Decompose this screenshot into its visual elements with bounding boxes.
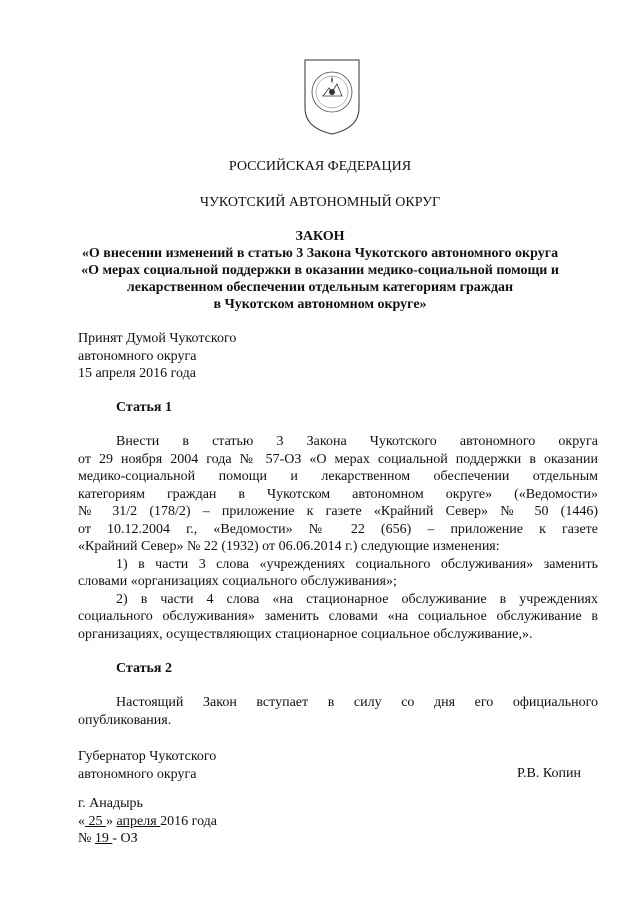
- article-1-item-2-line: организациях, осуществляющих стационарное социальное обслуживание,».: [78, 626, 533, 642]
- adoption-info: [78, 330, 598, 383]
- number-prefix: №: [78, 831, 95, 846]
- date-quote-open: «: [78, 813, 85, 829]
- article-1-item-1-line: словами «организациях социального обслуживания»;: [78, 574, 397, 589]
- signatory-title: автономного округа: [78, 766, 197, 782]
- article-1-line: Внести в статью 3 Закона Чукотского автономного округа: [116, 434, 598, 449]
- law-title-line-1: «О внесении изменений в статью 3 Закона Чукотского автономного округа: [81, 246, 559, 261]
- article-2-body: [78, 694, 598, 729]
- article-1-item-2-line: 2) в части 4 слова «на стационарное обслуживание в учреждениях: [116, 591, 598, 607]
- region-heading: ЧУКОТСКИЙ АВТОНОМНЫЙ ОКРУГ: [199, 195, 441, 210]
- federation-heading: РОССИЙСКАЯ ФЕДЕРАЦИЯ: [228, 159, 412, 174]
- date-month: апреля: [116, 813, 161, 829]
- document-footer: [78, 795, 598, 848]
- law-title-line-3: лекарственном обеспечении отдельным категориям граждан: [126, 280, 514, 295]
- article-1-line: от 29 ноября 2004 года № 57-ОЗ «О мерах социальной поддержки в оказании: [78, 451, 598, 467]
- law-title-line-4: в Чукотском автономном округе»: [213, 297, 427, 312]
- article-1-line: от 10.12.2004 г., «Ведомости» № 22 (656) – приложение к газете: [78, 521, 598, 537]
- adoption-date: 15 апреля 2016 года: [78, 366, 196, 381]
- article-1-item-1-line: 1) в части 3 слова «учреждениях социального обслуживания» заменить: [116, 556, 598, 572]
- coat-of-arms-emblem: [301, 58, 363, 136]
- adoption-line: автономного округа: [78, 348, 197, 364]
- article-1-heading: Статья 1: [116, 400, 172, 415]
- article-2-line: Настоящий Закон вступает в силу со дня его официального: [116, 695, 598, 710]
- article-1-body: [78, 433, 598, 643]
- signatory-name: Р.В. Копин: [517, 766, 581, 781]
- article-1-line: медико-социальной помощи и лекарственном обеспечении отдельным: [78, 469, 598, 484]
- date-year: 2016 года: [160, 813, 217, 829]
- adoption-line: Принят Думой Чукотского: [78, 331, 237, 346]
- law-number: [78, 830, 598, 848]
- date-quote-close: »: [106, 813, 117, 829]
- article-2-heading: Статья 2: [116, 661, 172, 676]
- signing-date: [78, 813, 598, 831]
- signatory-title: Губернатор Чукотского: [78, 749, 217, 764]
- article-2-line: опубликования.: [78, 712, 172, 728]
- law-title-line-2: «О мерах социальной поддержки в оказании медико-социальной помощи и: [81, 263, 559, 278]
- article-1-line: категориям граждан в Чукотском автономном округе» («Ведомости»: [78, 486, 598, 502]
- number-suffix: - ОЗ: [112, 831, 138, 846]
- law-heading: ЗАКОН: [295, 229, 345, 244]
- date-day: 25: [85, 813, 106, 829]
- number-value: 19: [94, 831, 113, 846]
- article-1-line: № 31/2 (178/2) – приложение к газете «Крайний Север» № 50 (1446): [78, 504, 598, 519]
- article-1-item-2-line: социального обслуживания» заменить словами «на социальное обслуживание в: [78, 609, 598, 624]
- city: г. Анадырь: [78, 796, 143, 811]
- article-1-line: «Крайний Север» № 22 (1932) от 06.06.2014 г.) следующие изменения:: [78, 539, 500, 554]
